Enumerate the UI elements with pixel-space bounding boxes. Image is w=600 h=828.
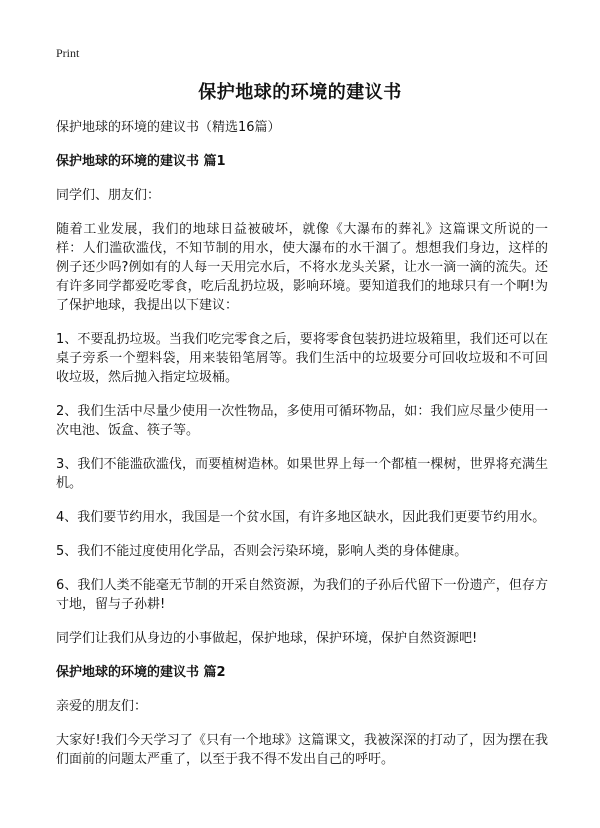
suggestion-item: 2、我们生活中尽量少使用一次性物品，多使用可循环物品，如：我们应尽量少使用一次电池、饭盒、筷子等。 [56, 404, 548, 438]
paragraph: 大家好!我们今天学习了《只有一个地球》这篇课文，我被深深的打动了，因为摆在我们面前的问题太严重了，以至于我不得不发出自己的呼吁。 [56, 733, 548, 767]
suggestion-item: 6、我们人类不能毫无节制的开采自然资源，为我们的子孙后代留下一份遗产，但存方寸地，留与子孙耕! [56, 578, 548, 612]
suggestion-item: 5、我们不能过度使用化学品，否则会污染环境，影响人类的身体健康。 [56, 544, 468, 559]
print-link[interactable]: Print [56, 46, 80, 60]
suggestion-item: 3、我们不能滥砍滥伐，而要植树造林。如果世界上每一个都植一棵树，世界将充满生机。 [56, 457, 548, 491]
page-title: 保护地球的环境的建议书 [198, 82, 402, 103]
section-1 [56, 152, 548, 648]
paragraph: 随着工业发展，我们的地球日益被破坏，就像《大瀑布的葬礼》这篇课文所说的一样：人们滥砍滥伐，不知节制的用水，使大瀑布的水干涸了。想想我们身边，这样的例子还少吗?例如有的人每一天用完水后，不将水龙头关紧，让水一滴一滴的流失。还有许多同学都爱吃零食，吃后乱扔垃圾，影响环境。要知道我们的地球只有一个啊!为了保护地球，我提出以下建议： [56, 222, 548, 313]
suggestion-item: 4、我们要节约用水，我国是一个贫水国，有许多地区缺水，因此我们更要节约用水。 [56, 510, 546, 525]
document-body [56, 118, 548, 784]
document-subtitle: 保护地球的环境的建议书（精选16篇） [56, 120, 281, 135]
suggestion-item: 1、不要乱扔垃圾。当我们吃完零食之后，要将零食包装扔进垃圾箱里，我们还可以在桌子旁系一个塑料袋，用来装铅笔屑等。我们生活中的垃圾要分可回收垃圾和不可回收垃圾，然后抛入指定垃圾桶。 [56, 332, 548, 385]
section-heading: 保护地球的环境的建议书 篇2 [56, 665, 226, 680]
section-heading: 保护地球的环境的建议书 篇1 [56, 154, 226, 169]
section-2 [56, 663, 548, 769]
section-greeting: 亲爱的朋友们： [56, 699, 148, 714]
section-greeting: 同学们、朋友们： [56, 188, 161, 203]
closing-paragraph: 同学们让我们从身边的小事做起，保护地球，保护环境，保护自然资源吧! [56, 631, 478, 646]
